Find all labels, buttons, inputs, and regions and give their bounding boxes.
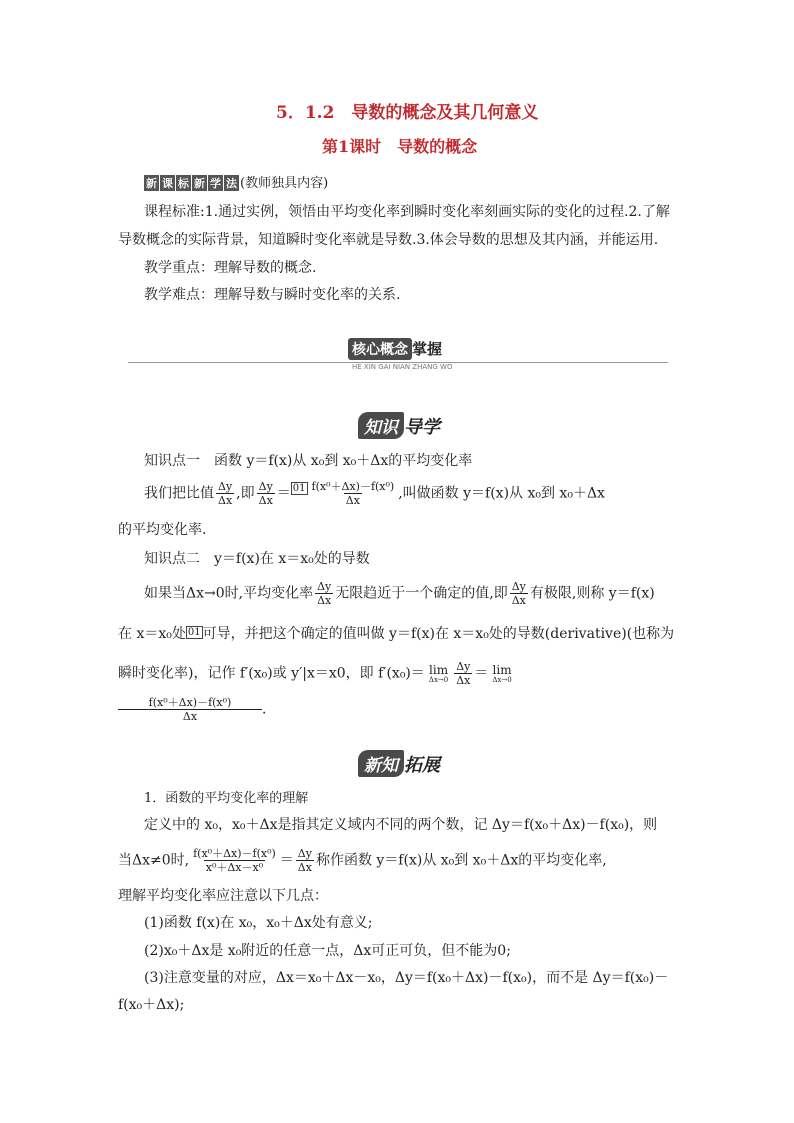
kp2-text-e: 可导，并把这个确定的值叫做 y＝f(x)在 x＝x₀处的导数(derivative)(也称为: [202, 626, 675, 642]
expand-item-3a: (3)注意变量的对应，Δx＝x₀＋Δx－x₀，Δy＝f(x₀＋Δx)－f(x₀)，而不是 Δy＝f(x₀)－: [144, 970, 669, 986]
frac-den: Δx: [511, 594, 526, 607]
frac-num: Δy: [218, 480, 233, 493]
expand-p1-line-2: [118, 847, 607, 874]
kp2-text-g: ＝: [474, 665, 489, 682]
expand-badge: 新知: [358, 750, 404, 777]
expand-p1-e: 理解平均变化率应注意以下几点：: [118, 888, 328, 904]
lesson-subtitle: 第1课时 导数的概念: [322, 137, 478, 156]
expand-banner: [358, 750, 440, 777]
expand-p1-b: 当Δx≠0时,: [118, 852, 190, 869]
kp2-line-2: [118, 624, 674, 644]
frac-num: Δy: [258, 480, 273, 493]
frac-den: Δx: [317, 594, 332, 607]
tag-char: 新: [194, 177, 205, 190]
answer-box: 01: [292, 483, 306, 494]
tag-char: 课: [162, 177, 173, 190]
teaching-key-point: 教学重点：理解导数的概念.: [144, 260, 317, 276]
answer-box: 01: [187, 627, 201, 638]
teaching-difficulty: 教学难点：理解导数与瞬时变化率的关系.: [144, 287, 401, 303]
frac-num: f(x⁰＋Δx)－f(x⁰): [148, 696, 232, 709]
kp1-text-c: ＝: [276, 485, 291, 502]
expand-p1-c: ＝: [279, 852, 294, 869]
frac-num: Δy: [456, 660, 471, 673]
frac-den: x⁰＋Δx－x⁰: [205, 861, 264, 874]
kp1-text-b: ,即: [236, 485, 255, 502]
fraction-dy-dx: [257, 480, 275, 507]
fraction-dy-dx: [510, 580, 528, 607]
frac-num: Δy: [297, 847, 312, 860]
kp2-text-f: 瞬时变化率)，记作 f′(x₀)或 y′|x＝x0，即 f′(x₀)＝: [118, 665, 425, 682]
kp1-text-d: ,叫做函数 y＝f(x)从 x₀到 x₀＋Δx: [398, 485, 605, 502]
kp2-title: 知识点二 y＝f(x)在 x＝x₀处的导数: [144, 551, 370, 567]
fraction-derivative: [118, 696, 262, 723]
fraction-dy-dx: [296, 847, 314, 874]
kp1-text-e: 的平均变化率.: [118, 522, 207, 538]
kp2-text-d: 在 x＝x₀处: [118, 626, 186, 642]
kp2-text-c: 有极限,则称 y＝f(x): [529, 585, 655, 602]
section-pinyin: HE XIN GAI NIAN ZHANG WO: [352, 363, 453, 371]
kp2-line-4: [118, 696, 266, 723]
section-banner: [348, 338, 442, 360]
standard-line-2: 导数概念的实际背景，知道瞬时变化率就是导数.3.体会导数的思想及其内涵，并能运用.: [118, 232, 659, 248]
lim-word: lim: [429, 662, 449, 677]
frac-den: Δx: [218, 494, 233, 507]
tag-note: (教师独具内容): [240, 176, 329, 191]
frac-num: Δy: [317, 580, 332, 593]
kp2-text-a: 如果当Δx→0时,平均变化率: [144, 585, 314, 602]
kp2-line-3: [118, 660, 516, 687]
kp1-text-a: 我们把比值: [144, 485, 214, 502]
intro-tag: [144, 172, 328, 194]
frac-den: Δx: [258, 494, 273, 507]
standard-line-1: 课程标准:1.通过实例，领悟由平均变化率到瞬时变化率刻画实际的变化的过程.2.了解: [144, 204, 670, 220]
kp2-line-1: [144, 580, 655, 607]
kp1-title: 知识点一 函数 y＝f(x)从 x₀到 x₀＋Δx的平均变化率: [144, 453, 473, 469]
lim-sub: Δx→0: [428, 675, 449, 684]
expand-item-1: (1)函数 f(x)在 x₀，x₀＋Δx处有意义;: [144, 915, 373, 931]
expand-word: 拓展: [404, 755, 440, 776]
frac-den: Δx: [456, 674, 471, 687]
tag-char: 学: [210, 177, 221, 190]
frac-num: Δy: [511, 580, 526, 593]
knowledge-word: 导学: [404, 417, 440, 438]
expand-heading-1: 1．函数的平均变化率的理解: [144, 791, 309, 806]
expand-p1-a: 定义中的 x₀，x₀＋Δx是指其定义域内不同的两个数，记 Δy＝f(x₀＋Δx)－f(x₀)，则: [144, 817, 658, 833]
tag-char: 标: [178, 177, 189, 190]
fraction-dy-dx: [454, 660, 472, 687]
fraction-dy-dx: [315, 580, 333, 607]
lim-word: lim: [492, 662, 512, 677]
section-badge: 核心概念: [348, 338, 412, 360]
frac-num: f(x⁰＋Δx)－f(x⁰): [193, 847, 276, 860]
expand-item-3b: f(x₀＋Δx);: [118, 997, 185, 1013]
tag-char: 新: [146, 177, 157, 190]
kp2-text-b: 无限趋近于一个确定的值,即: [335, 585, 508, 602]
expand-p1-d: 称作函数 y＝f(x)从 x₀到 x₀＋Δx的平均变化率,: [315, 852, 607, 869]
page-title: 5．1.2 导数的概念及其几何意义: [276, 103, 539, 123]
fraction-avg-rate-def: [191, 847, 278, 874]
knowledge-banner: [358, 412, 440, 439]
frac-num: f(x⁰＋Δx)－f(x⁰): [311, 480, 395, 493]
tag-char: 法: [226, 177, 237, 190]
knowledge-badge: 知识: [358, 412, 404, 439]
fraction-dy-dx: [216, 480, 234, 507]
frac-den: Δx: [118, 709, 262, 723]
expand-item-2: (2)x₀＋Δx是 x₀附近的任意一点，Δx可正可负，但不能为0;: [144, 943, 511, 959]
lim-sub: Δx→0: [492, 675, 512, 684]
period: .: [262, 701, 267, 718]
limit-symbol: [429, 664, 448, 684]
frac-den: Δx: [297, 861, 312, 874]
fraction-avg-rate: [310, 480, 397, 507]
frac-den: Δx: [345, 494, 360, 507]
section-word: 掌握: [412, 340, 443, 358]
kp1-definition: [144, 480, 605, 507]
limit-symbol: [492, 664, 511, 684]
